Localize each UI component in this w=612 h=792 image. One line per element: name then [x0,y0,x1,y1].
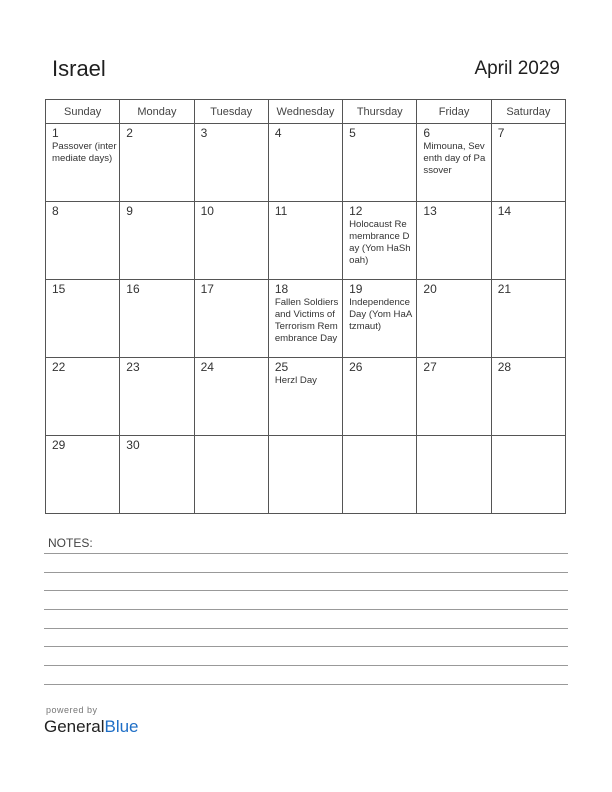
day-cell-content [195,358,268,435]
day-cell [491,124,565,202]
day-number: 14 [497,204,512,218]
day-cell [46,280,120,358]
weekday-sunday: Sunday [46,100,120,124]
day-cell [268,436,342,514]
day-number: 24 [200,360,214,374]
holiday-label: Holocaust Remembrance Day (Yom HaShoah) [349,219,411,266]
note-line [44,628,568,629]
day-cell [491,358,565,436]
day-number: 6 [423,126,431,140]
day-cell-content [120,202,193,279]
calendar-body [46,124,566,514]
brand-blue-text: Blue [104,717,139,736]
day-cell [268,280,342,358]
day-cell [46,358,120,436]
week-row [46,124,566,202]
day-cell [46,124,120,202]
weekday-monday: Monday [120,100,194,124]
weekday-tuesday: Tuesday [194,100,268,124]
day-cell-content [46,202,119,279]
day-cell-content [343,202,416,279]
day-number: 23 [126,360,140,374]
day-cell [417,358,491,436]
day-cell [268,358,342,436]
day-number: 21 [497,282,512,296]
day-cell [268,124,342,202]
holiday-label: Passover (intermediate days) [52,141,117,164]
day-cell-content [120,124,193,201]
note-line [44,590,568,591]
day-cell [46,202,120,280]
day-number: 19 [349,282,363,296]
day-cell [417,202,491,280]
day-cell [120,436,194,514]
day-cell [343,202,417,280]
day-cell [417,124,491,202]
day-cell-content [195,202,268,279]
note-line [44,665,568,666]
day-number: 30 [126,438,140,452]
day-cell [194,280,268,358]
holiday-label: Independence Day (Yom HaAtzmaut) [349,297,413,332]
powered-by-text: powered by [46,705,98,715]
day-cell-content [46,280,119,357]
day-cell [343,436,417,514]
day-cell-content [492,436,565,513]
note-line [44,553,568,554]
day-cell [120,202,194,280]
day-number: 28 [497,360,512,374]
day-number: 1 [52,126,59,140]
week-row [46,202,566,280]
day-number: 4 [274,126,282,140]
day-cell-content [343,124,416,201]
day-number: 20 [423,282,437,296]
day-number: 11 [274,204,288,218]
week-row [46,436,566,514]
day-cell-content [120,358,193,435]
weekday-wednesday: Wednesday [268,100,342,124]
day-cell [343,280,417,358]
weekday-saturday: Saturday [491,100,565,124]
day-number: 3 [200,126,208,140]
day-cell [194,124,268,202]
day-cell-content [46,436,119,513]
note-line [44,609,568,610]
holiday-label: Herzl Day [274,375,317,386]
brand-general-text: General [44,717,105,736]
month-year-title: April 2029 [474,58,560,79]
day-cell [491,280,565,358]
day-cell-content [120,280,193,357]
note-line [44,572,568,573]
day-cell-content [343,436,416,513]
day-number: 15 [52,282,66,296]
day-cell [491,202,565,280]
day-cell-content [269,436,342,513]
note-line [44,646,568,647]
day-cell [120,358,194,436]
day-cell-content [492,280,565,357]
day-cell-content [417,202,490,279]
day-number: 9 [126,204,133,218]
day-number: 2 [126,126,133,140]
day-cell-content [195,436,268,513]
day-cell-content [492,202,565,279]
note-line [44,684,568,685]
day-cell-content [46,124,119,201]
day-cell [417,280,491,358]
day-cell [194,358,268,436]
calendar-grid [45,99,566,514]
day-cell [120,280,194,358]
day-cell [343,358,417,436]
week-row [46,358,566,436]
day-cell-content [343,358,416,435]
day-number: 10 [200,204,214,218]
day-cell-content [120,436,193,513]
day-cell-content [269,124,342,201]
day-cell-content [269,358,342,435]
day-number: 13 [423,204,437,218]
day-number: 8 [52,204,59,218]
day-number: 29 [52,438,66,452]
day-cell [120,124,194,202]
holiday-label: Mimouna, Seventh day of Passover [423,141,486,176]
weekday-thursday: Thursday [343,100,417,124]
day-cell-content [417,436,490,513]
day-cell [46,436,120,514]
day-number: 7 [497,126,505,140]
country-title: Israel [52,56,106,81]
day-cell [268,202,342,280]
day-cell-content [269,280,342,357]
holiday-label: Fallen Soldiers and Victims of Terrorism Remembrance Day [274,297,339,344]
day-cell-content [195,124,268,201]
day-number: 18 [274,282,289,296]
day-cell-content [195,280,268,357]
day-cell-content [417,280,490,357]
day-cell-content [269,202,342,279]
notes-label: NOTES: [48,536,93,550]
weekday-friday: Friday [417,100,491,124]
day-cell [491,436,565,514]
weekday-header-row [46,100,566,124]
day-number: 12 [349,204,363,218]
day-cell [194,436,268,514]
week-row [46,280,566,358]
day-number: 27 [423,360,437,374]
day-cell [343,124,417,202]
generalblue-logo [44,717,139,737]
day-cell-content [417,124,490,201]
day-cell-content [343,280,416,357]
day-cell-content [46,358,119,435]
day-number: 25 [274,360,289,374]
day-number: 5 [349,126,356,140]
day-cell [194,202,268,280]
day-cell-content [492,124,565,201]
day-number: 17 [200,282,214,296]
day-cell-content [417,358,490,435]
day-number: 16 [126,282,140,296]
day-number: 22 [52,360,66,374]
day-cell [417,436,491,514]
day-number: 26 [349,360,363,374]
day-cell-content [492,358,565,435]
